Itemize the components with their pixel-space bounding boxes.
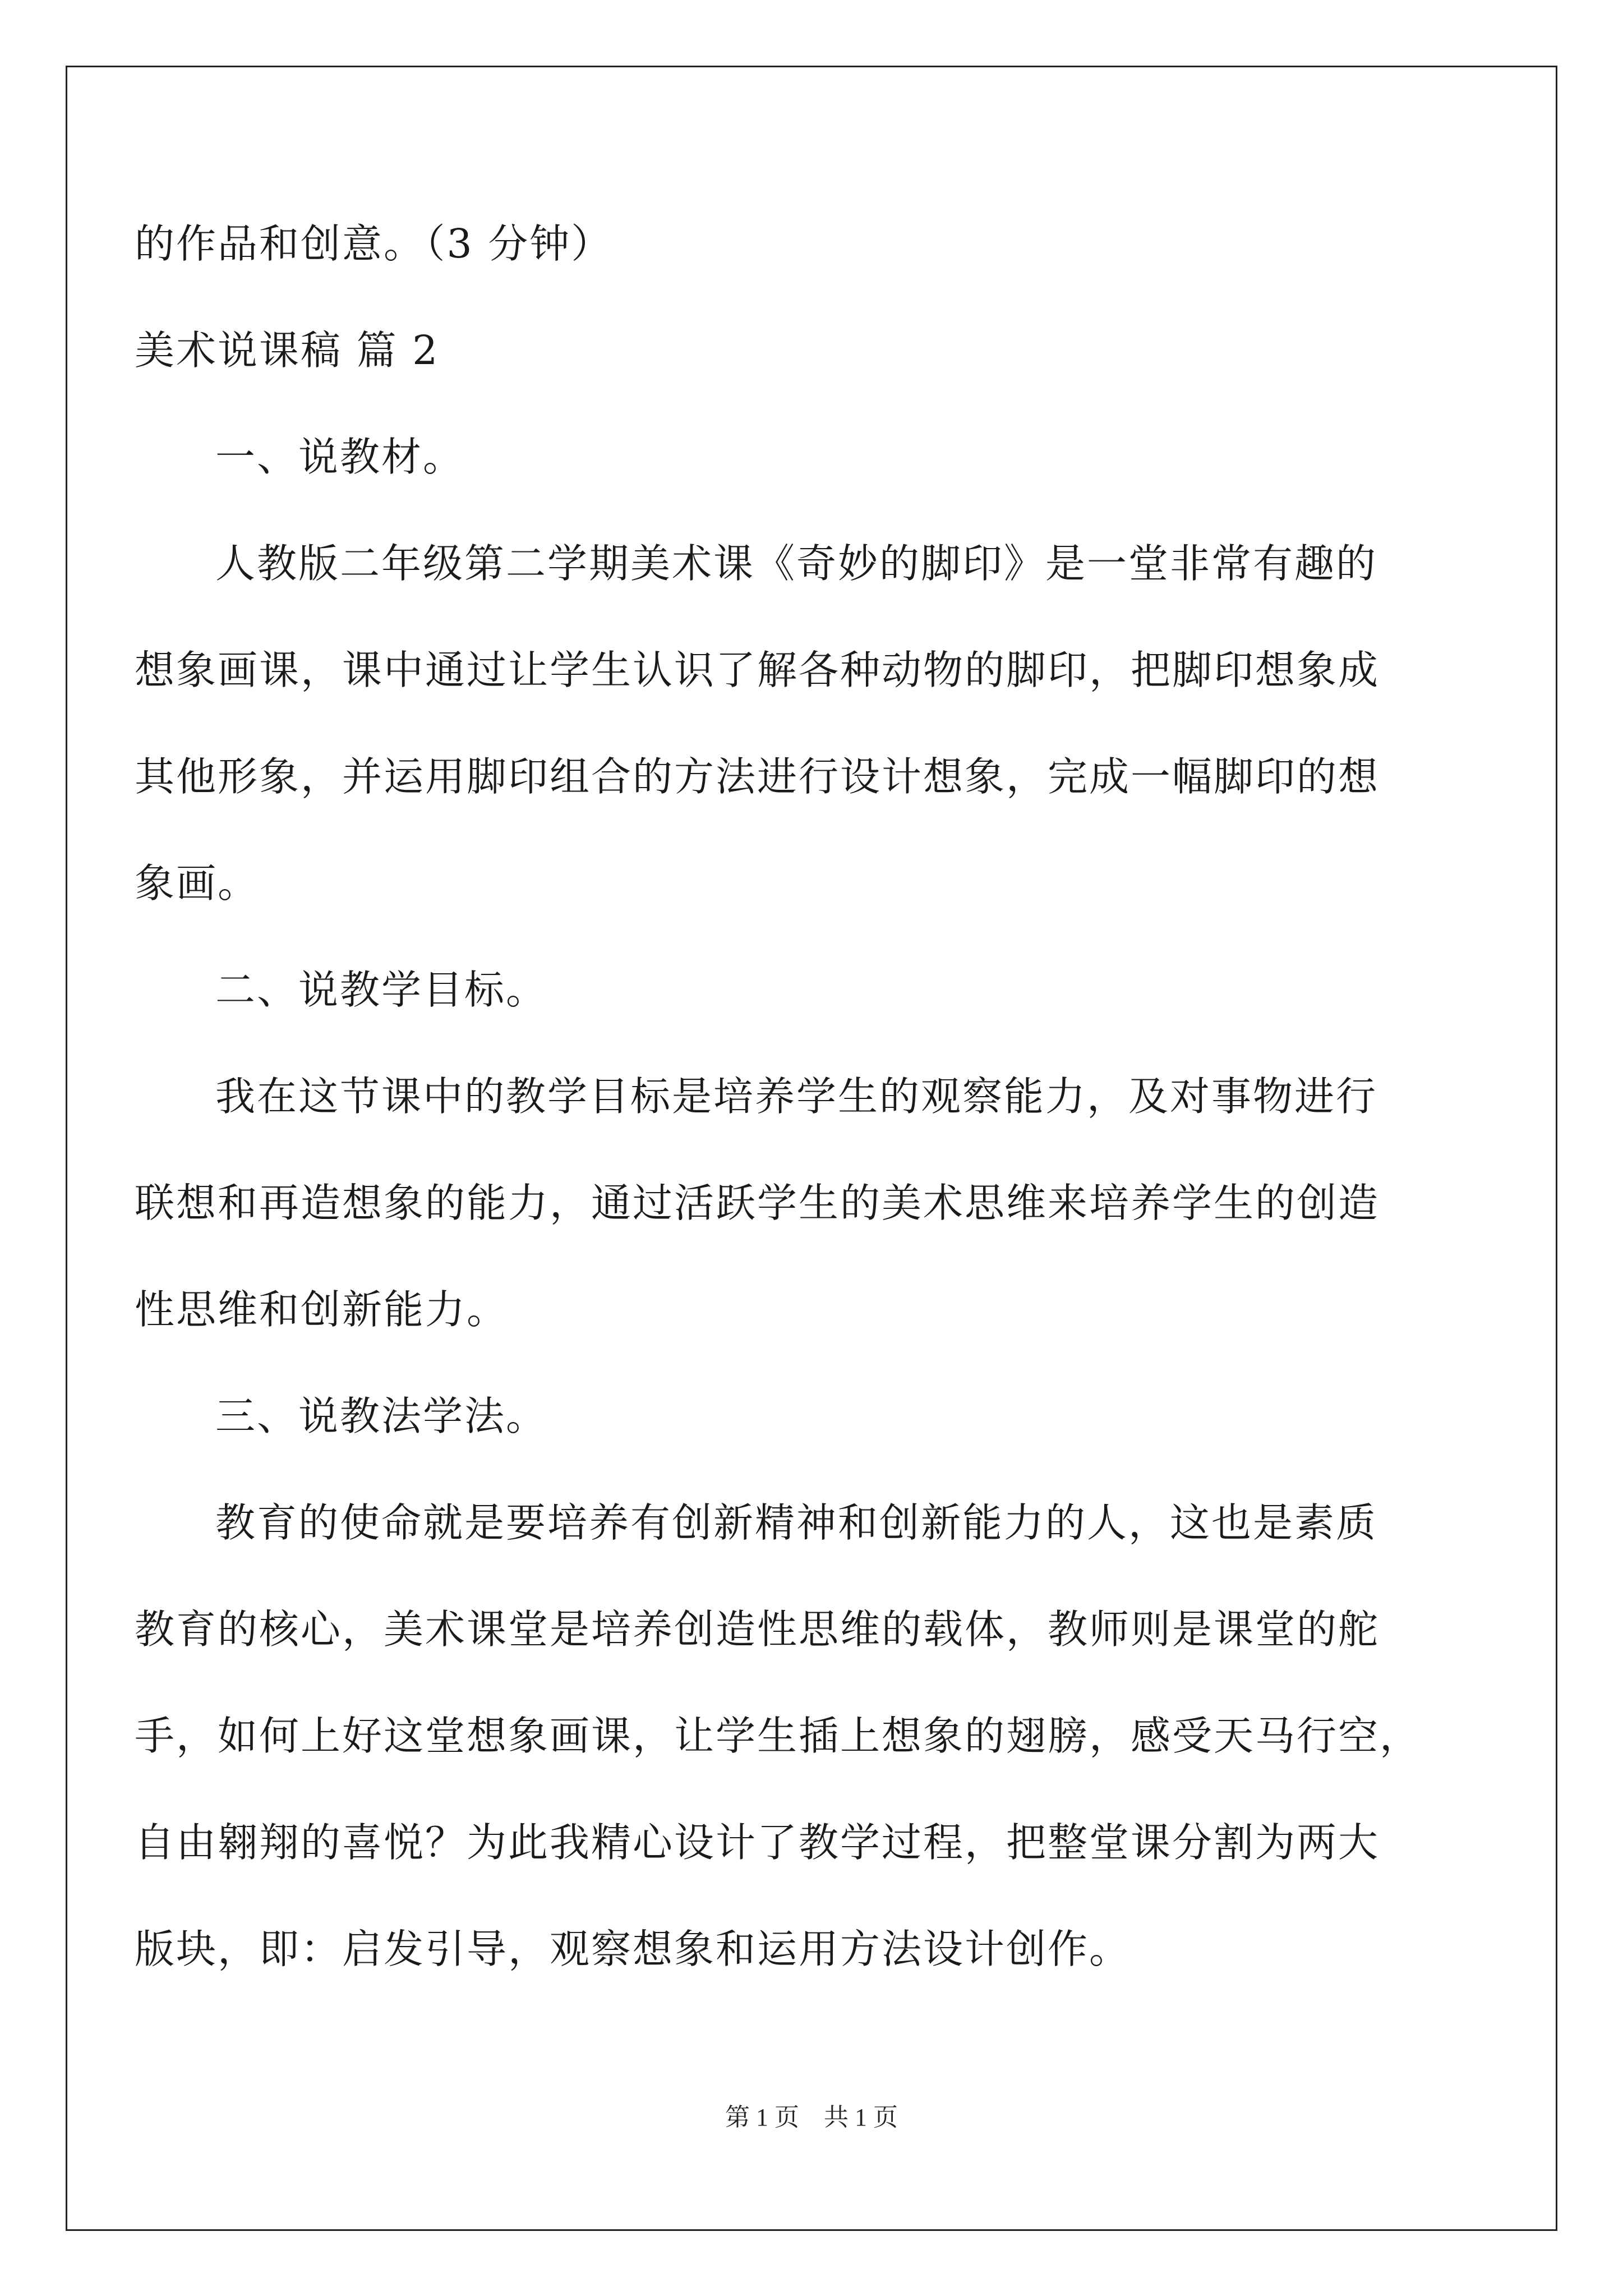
- text-line: 人教版二年级第二学期美术课《奇妙的脚印》是一堂非常有趣的: [215, 540, 1378, 587]
- text-line: 联想和再造想象的能力，通过活跃学生的美术思维来培养学生的创造: [135, 1180, 1380, 1226]
- text-line: 我在这节课中的教学目标是培养学生的观察能力，及对事物进行: [215, 1073, 1378, 1120]
- text-line: 象画。: [135, 860, 260, 907]
- document-body: [135, 191, 1492, 2003]
- heading-textbook: 一、说教材。: [215, 434, 465, 480]
- text-line: 手，如何上好这堂想象画课，让学生插上想象的翅膀，感受天马行空，: [135, 1713, 1422, 1759]
- text-line: 自由翱翔的喜悦？为此我精心设计了教学过程，把整堂课分割为两大: [135, 1819, 1380, 1866]
- text-line: 想象画课，课中通过让学生认识了解各种动物的脚印，把脚印想象成: [135, 647, 1380, 693]
- text-line: 教育的使命就是要培养有创新精神和创新能力的人，这也是素质: [215, 1499, 1378, 1546]
- heading-methods: 三、说教法学法。: [215, 1393, 548, 1439]
- text-line: 版块，即：启发引导，观察想象和运用方法设计创作。: [135, 1926, 1131, 1972]
- page-number-footer: 第 1 页 共 1 页: [725, 2104, 898, 2131]
- text-line: 其他形象，并运用脚印组合的方法进行设计想象，完成一幅脚印的想: [135, 753, 1380, 800]
- text-line: 性思维和创新能力。: [135, 1286, 509, 1333]
- section-title: 美术说课稿 篇 2: [135, 327, 440, 374]
- text-line: 教育的核心，美术课堂是培养创造性思维的载体，教师则是课堂的舵: [135, 1606, 1380, 1653]
- text-line: 的作品和创意。（3 分钟）: [135, 220, 613, 267]
- heading-objectives: 二、说教学目标。: [215, 967, 548, 1013]
